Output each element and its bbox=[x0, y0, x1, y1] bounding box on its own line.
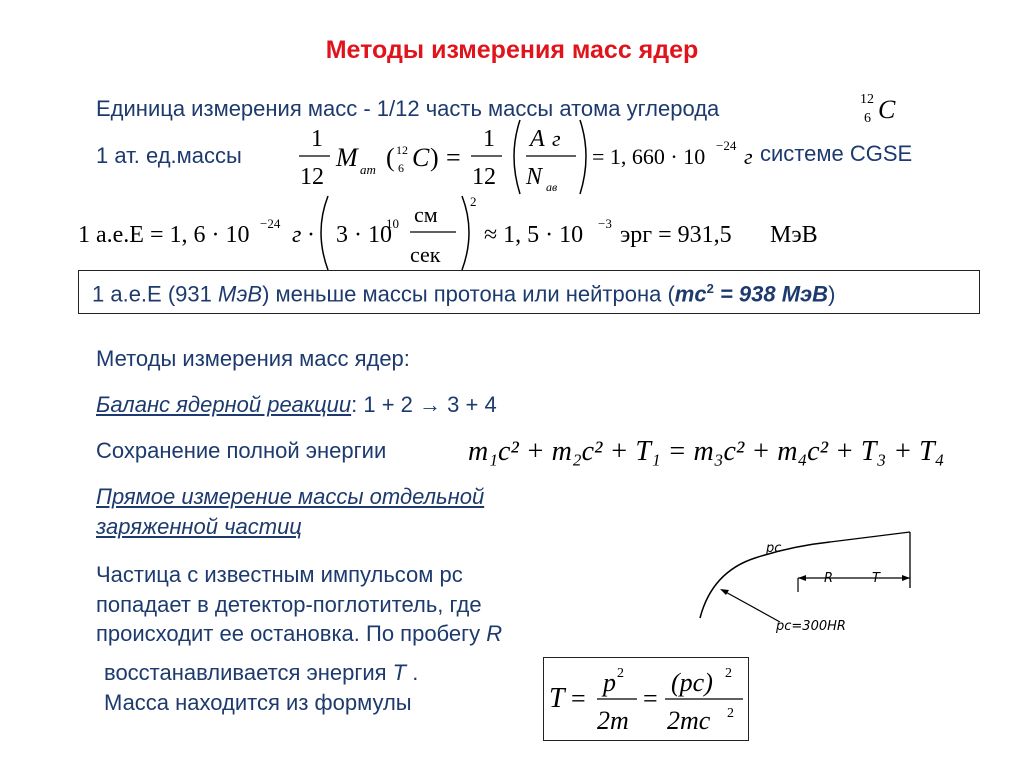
svg-text:12: 12 bbox=[472, 164, 496, 190]
energy-equivalent-formula bbox=[70, 192, 850, 274]
svg-text:2: 2 bbox=[725, 666, 732, 681]
svg-text:m₁c² + m₂c² + T₁ = m₃c² + m₄c²: m₁c² + m₂c² + T₁ = m₃c² + m₄c² + T₃ + T₄ bbox=[468, 436, 945, 467]
amu-formula bbox=[294, 116, 764, 200]
cgse-label: системе CGSE bbox=[760, 141, 913, 166]
svg-text:12: 12 bbox=[300, 164, 324, 190]
paragraph-line5: Масса находится из формулы bbox=[104, 690, 412, 715]
kinetic-energy-formula bbox=[543, 657, 749, 741]
sketch-pc-eq-label: pc=300HR bbox=[776, 619, 846, 634]
paragraph-line1: Частица с известным импульсом pc bbox=[96, 562, 463, 587]
svg-text:3 · 10: 3 · 10 bbox=[336, 222, 392, 248]
svg-text:г: г bbox=[552, 126, 561, 151]
svg-text:см: см bbox=[414, 202, 438, 227]
svg-text:= 1, 660 · 10: = 1, 660 · 10 bbox=[592, 144, 706, 169]
svg-text:10: 10 bbox=[386, 216, 399, 231]
paragraph-line4: восстанавливается энергия T . bbox=[104, 660, 419, 685]
methods-heading: Методы измерения масс ядер: bbox=[96, 346, 410, 371]
svg-text:−3: −3 bbox=[598, 216, 612, 231]
svg-text:A: A bbox=[530, 126, 545, 152]
svg-text:−24: −24 bbox=[260, 216, 281, 231]
svg-text:=: = bbox=[643, 684, 658, 713]
sketch-R-label: R bbox=[824, 571, 834, 586]
sketch-T-label: T bbox=[872, 571, 880, 586]
svg-text:1: 1 bbox=[483, 126, 495, 152]
svg-text:12: 12 bbox=[396, 143, 408, 157]
svg-text:ат: ат bbox=[360, 162, 376, 177]
svg-text:г: г bbox=[292, 222, 302, 248]
direct-measurement-line2: заряженной частиц bbox=[96, 514, 302, 539]
svg-text:p: p bbox=[603, 668, 616, 697]
svg-text:C: C bbox=[412, 143, 430, 172]
svg-text:1 а.е.Е = 1, 6 · 10: 1 а.е.Е = 1, 6 · 10 bbox=[78, 222, 250, 248]
svg-text:сек: сек bbox=[410, 242, 441, 267]
svg-text:): ) bbox=[430, 143, 439, 172]
svg-text:ав: ав bbox=[546, 180, 558, 194]
balance-line: Баланс ядерной реакции: 1 + 2 → 3 + 4 bbox=[96, 392, 497, 417]
svg-text:6: 6 bbox=[864, 111, 871, 126]
key-fact-text: 1 а.е.Е (931 МэВ) меньше массы протона или нейтрона ($mc^2 = 938$ МэВ) bbox=[92, 281, 836, 307]
svg-text:=: = bbox=[571, 684, 586, 713]
paragraph-line3: происходит ее остановка. По пробегу R bbox=[96, 621, 503, 646]
amu-label: 1 ат. ед.массы bbox=[96, 143, 242, 168]
carbon-isotope-symbol bbox=[858, 88, 908, 130]
slide-title: Методы измерения масс ядер bbox=[325, 36, 699, 64]
svg-text:≈ 1, 5 · 10: ≈ 1, 5 · 10 bbox=[484, 222, 584, 248]
svg-text:МэВ: МэВ bbox=[770, 222, 818, 248]
svg-text:T: T bbox=[549, 683, 565, 714]
svg-text:=: = bbox=[446, 143, 461, 172]
svg-text:6: 6 bbox=[398, 161, 404, 175]
conservation-label: Сохранение полной энергии bbox=[96, 438, 387, 463]
svg-text:2: 2 bbox=[470, 194, 477, 209]
svg-text:12: 12 bbox=[860, 92, 874, 107]
svg-text:2m: 2m bbox=[597, 706, 629, 735]
svg-text:2mc: 2mc bbox=[667, 706, 711, 735]
svg-text:N: N bbox=[526, 164, 543, 190]
sketch-pc-label: pc bbox=[766, 541, 782, 556]
detector-sketch bbox=[680, 520, 920, 640]
direct-measurement-line1: Прямое измерение массы отдельной bbox=[96, 484, 485, 509]
svg-text:(pc): (pc) bbox=[671, 668, 713, 697]
svg-text:2: 2 bbox=[617, 666, 624, 681]
unit-definition-text: Единица измерения масс - 1/12 часть массы атома углерода bbox=[96, 96, 720, 121]
svg-text:2: 2 bbox=[727, 706, 734, 721]
svg-text:C: C bbox=[878, 95, 896, 124]
svg-text:M: M bbox=[336, 143, 358, 172]
svg-text:эрг = 931,5: эрг = 931,5 bbox=[620, 222, 732, 248]
energy-conservation-formula bbox=[462, 426, 992, 474]
paragraph-line2: попадает в детектор-поглотитель, где bbox=[96, 592, 482, 617]
svg-text:−24: −24 bbox=[716, 138, 737, 153]
svg-text:г: г bbox=[744, 144, 753, 169]
svg-text:1: 1 bbox=[311, 126, 323, 152]
svg-text:·: · bbox=[307, 222, 315, 248]
svg-text:(: ( bbox=[386, 143, 395, 172]
